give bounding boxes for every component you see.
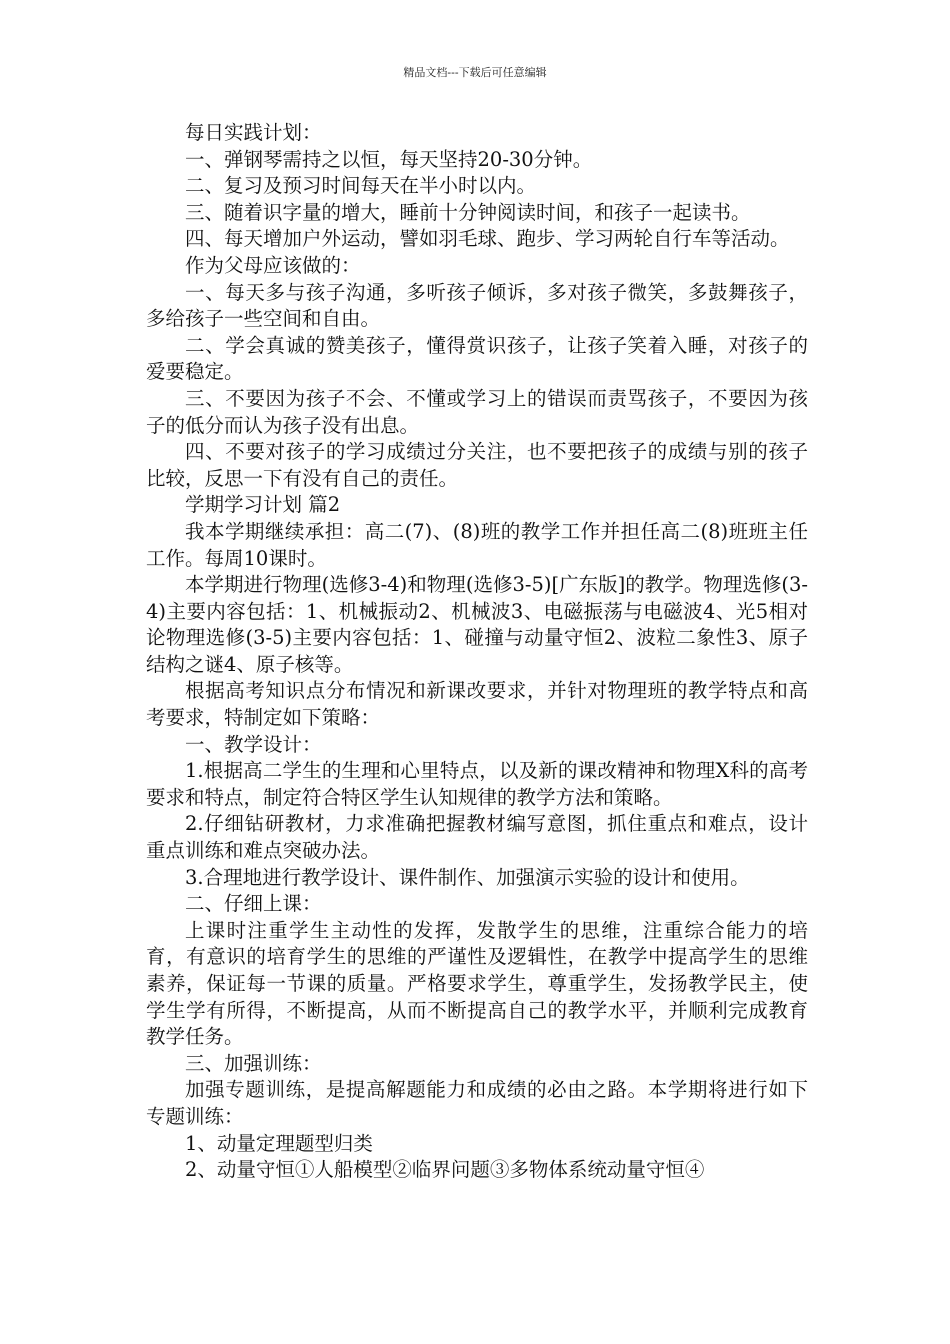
section-heading: 一、教学设计： [185, 732, 322, 756]
paragraph: 每日实践计划： [185, 121, 322, 144]
paragraph: 加强专题训练，是提高解题能力和成绩的必由之路。本学期将进行如下专题训练： [146, 1078, 808, 1128]
section-heading: 二、仔细上课： [185, 892, 322, 916]
paragraph: 一、弹钢琴需持之以恒，每天坚持20-30分钟。 [185, 147, 593, 171]
paragraph: 四、不要对孩子的学习成绩过分关注，也不要把孩子的成绩与别的孩子比较，反思一下有没有自己的责任。 [146, 440, 808, 490]
paragraph: 上课时注重学生主动性的发挥，发散学生的思维，注重综合能力的培育，有意识的培育学生的思维的严谨性及逻辑性，在教学中提高学生的思维素养，保证每一节课的质量。严格要求学生，尊重学生，发扬教学民主，使学生学有所得，不断提高，从而不断提高自己的教学水平，并顺利完成教育教学任务。 [146, 918, 808, 1049]
page-header: 精品文档---下载后可任意编辑 [403, 66, 547, 79]
paragraph: 三、随着识字量的增大，睡前十分钟阅读时间，和孩子一起读书。 [185, 200, 751, 224]
section-heading: 学期学习计划 篇2 [185, 493, 341, 517]
paragraph: 2.仔细钻研教材，力求准确把握教材编写意图，抓住重点和难点，设计重点训练和难点突破办法。 [146, 812, 808, 863]
paragraph: 三、不要因为孩子不会、不懂或学习上的错误而责骂孩子，不要因为孩子的低分而认为孩子没有出息。 [146, 386, 808, 437]
paragraph: 3.合理地进行教学设计、课件制作、加强演示实验的设计和使用。 [185, 865, 750, 889]
paragraph: 1.根据高二学生的生理和心里特点，以及新的课改精神和物理X科的高考要求和特点，制定符合特区学生认知规律的教学方法和策略。 [146, 759, 808, 809]
paragraph: 二、学会真诚的赞美孩子，懂得赏识孩子，让孩子笑着入睡，对孩子的爱要稳定。 [146, 333, 808, 384]
list-item: 1、动量定理题型归类 [185, 1131, 373, 1155]
paragraph: 根据高考知识点分布情况和新课改要求，并针对物理班的教学特点和高考要求，特制定如下策略： [146, 679, 808, 730]
paragraph: 我本学期继续承担：高二(7)、(8)班的教学工作并担任高二(8)班班主任工作。每周10课时。 [146, 519, 808, 570]
paragraph: 本学期进行物理(选修3-4)和物理(选修3-5)[广东版]的教学。物理选修(3-4)主要内容包括：1、机械振动2、机械波3、电磁振荡与电磁波4、光5相对论物理选修(3-5)主要内容包括：1、碰撞与动量守恒2、波粒二象性3、原子结构之谜4、原子核等。 [146, 573, 808, 676]
paragraph: 二、复习及预习时间每天在半小时以内。 [185, 174, 537, 198]
paragraph: 一、每天多与孩子沟通，多听孩子倾诉，多对孩子微笑，多鼓舞孩子，多给孩子一些空间和自由。 [146, 280, 808, 331]
paragraph: 四、每天增加户外运动，譬如羽毛球、跑步、学习两轮自行车等活动。 [185, 227, 790, 251]
list-item: 2、动量守恒①人船模型②临界问题③多物体系统动量守恒④ [185, 1158, 705, 1182]
document-body [146, 120, 808, 1184]
section-heading: 三、加强训练： [185, 1051, 322, 1075]
section-heading: 作为父母应该做的： [185, 253, 361, 277]
